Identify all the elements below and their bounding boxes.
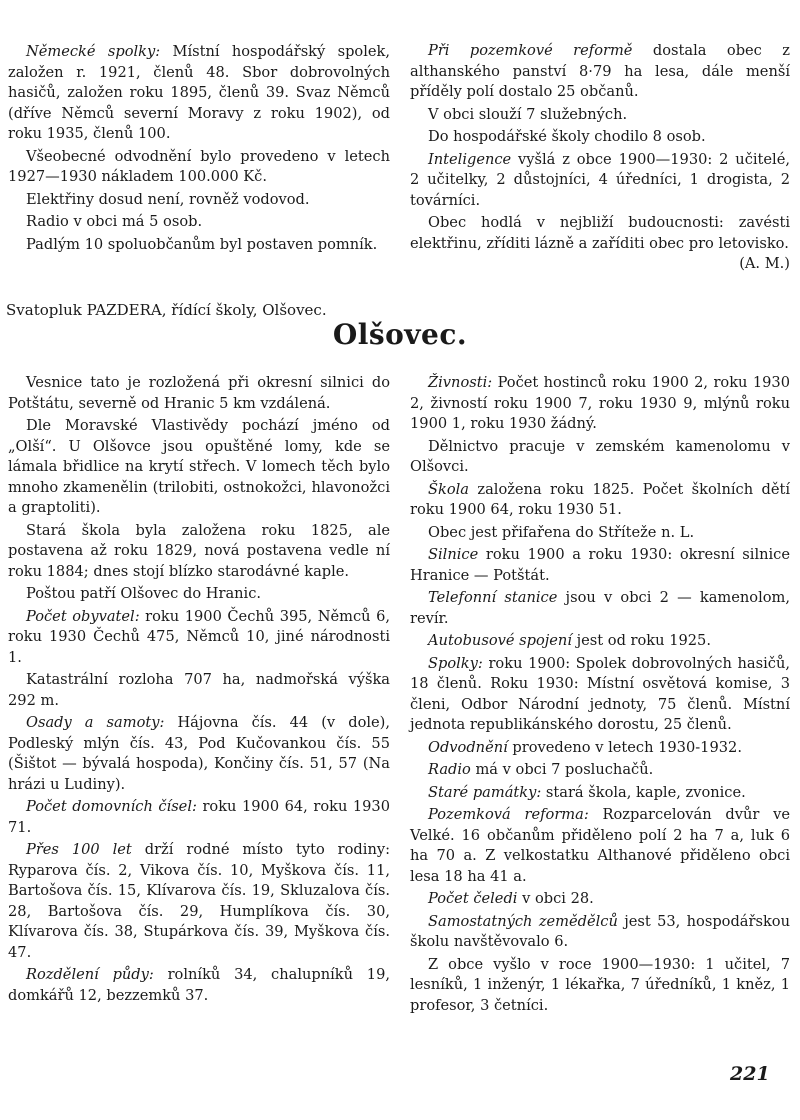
paragraph-lead: Silnice <box>428 546 479 563</box>
paragraph-lead: Při pozemkové reformě <box>428 42 633 59</box>
paragraph-text: rolníků 34, chalupníků 19, domkářů 12, bezzemků 37. <box>8 966 391 1004</box>
paragraph-text: Místní hospodářský spolek, založen r. 1921, členů 48. Sbor dobrovolných hasičů, založen roku 1895, členů 39. Svaz Němců (dříve Němců severní Moravy z roku 1902), od roku 1935, členů 100. <box>8 43 391 142</box>
paragraph <box>8 797 390 838</box>
paragraph-text: Do hospodářské školy chodilo 8 osob. <box>428 128 706 145</box>
paragraph <box>410 912 790 953</box>
paragraph-lead: Odvodnění <box>428 738 508 756</box>
paragraph-lead: Spolky: <box>428 654 483 672</box>
paragraph <box>410 105 790 126</box>
paragraph-text: Hájovna čís. 44 (v dole), Podleský mlýn čís. 43, Pod Kučovankou čís. 55 (Šištot — bývalá hospoda), Končiny čís. 51, 57 (Na hrázi u Ludiny). <box>8 714 390 793</box>
paragraph-text: Katastrální rozloha 707 ha, nadmořská výška 292 m. <box>8 671 390 709</box>
paragraph-text: jsou v obci 2 — kamenolom, revír. <box>410 589 791 627</box>
paragraph-lead: Autobusové spojení <box>428 632 572 649</box>
paragraph-lead: Rozdělení půdy: <box>26 966 154 983</box>
paragraph-text: Dělnictvo pracuje v zemském kamenolomu v Olšovci. <box>410 437 790 475</box>
paragraph-text: Poštou patří Olšovec do Hranic. <box>26 585 262 602</box>
paragraph <box>8 713 390 795</box>
paragraph <box>410 889 790 910</box>
paragraph <box>410 127 790 148</box>
paragraph <box>410 437 790 478</box>
paragraph <box>8 670 390 711</box>
paragraph-text: roku 1900 a roku 1930: okresní silnice Hranice — Potštát. <box>410 546 790 584</box>
bottom-left-column <box>8 373 390 1008</box>
paragraph-lead: Přes 100 let <box>26 841 132 858</box>
paragraph-text: jest od roku 1925. <box>571 632 711 649</box>
paragraph-text: vyšlá z obce 1900—1930: 2 učitelé, 2 učitelky, 2 důstojníci, 4 úředníci, 1 drogista, 2 továrníci. <box>410 150 790 209</box>
author-byline: Svatopluk PAZDERA, řídící školy, Olšovec. <box>6 301 327 319</box>
paragraph <box>8 584 390 605</box>
paragraph-lead: Německé spolky: <box>26 43 161 60</box>
paragraph <box>410 480 790 521</box>
paragraph-text: Elektřiny dosud není, rovněž vodovod. <box>26 190 310 208</box>
paragraph <box>8 521 390 583</box>
paragraph-text: Obec jest přifařena do Stříteže n. L. <box>428 523 695 541</box>
paragraph-lead: Telefonní stanice <box>428 589 558 606</box>
paragraph <box>8 373 390 414</box>
paragraph-text: jest 53, hospodářskou školu navštěvovalo 6. <box>410 912 790 950</box>
paragraph-lead: Samostatných zemědělců <box>428 912 618 930</box>
paragraph-lead: Radio <box>428 761 471 778</box>
paragraph-lead: Inteligence <box>428 150 512 168</box>
paragraph-lead: Počet čeledi <box>428 890 518 907</box>
paragraph-text: Vesnice tato je rozložená při okresní silnici do Potštátu, severně od Hranic 5 km vzdálená. <box>8 374 390 412</box>
paragraph <box>410 523 790 544</box>
paragraph <box>8 147 390 188</box>
paragraph <box>410 955 790 1017</box>
paragraph-text: Padlým 10 spoluobčanům byl postaven pomník. <box>26 235 378 253</box>
bottom-right-column <box>410 373 790 1018</box>
paragraph-text: dostala obec z althanského panství 8·79 ha lesa, dále menší příděly polí dostalo 25 občanů. <box>410 42 790 100</box>
paragraph-text: má v obci 7 posluchačů. <box>470 761 654 778</box>
paragraph <box>8 42 390 145</box>
paragraph-text: stará škola, kaple, zvonice. <box>541 783 746 801</box>
top-right-column <box>410 41 790 275</box>
paragraph-text: založena roku 1825. Počet školních dětí roku 1900 64, roku 1930 51. <box>410 480 790 518</box>
paragraph <box>410 213 790 272</box>
paragraph <box>8 416 390 519</box>
top-left-column <box>8 42 390 257</box>
paragraph <box>410 654 790 736</box>
paragraph <box>410 150 790 212</box>
paragraph-lead: Počet obyvatel: <box>26 607 140 625</box>
paragraph <box>410 588 790 629</box>
paragraph <box>8 212 390 233</box>
paragraph-text: V obci slouží 7 služebných. <box>428 105 628 123</box>
paragraph-text: Všeobecné odvodnění bylo provedeno v letech 1927—1930 nákladem 100.000 Kč. <box>8 147 390 185</box>
paragraph-text: Počet hostinců roku 1900 2, roku 1930 2, živností roku 1900 7, roku 1930 9, mlýnů roku 1900 1, roku 1930 žádný. <box>410 374 790 432</box>
paragraph-text: Z obce vyšlo v roce 1900—1930: 1 učitel, 7 lesníků, 1 inženýr, 1 lékařka, 7 úředníků, 1 kněz, 1 profesor, 3 četníci. <box>410 955 790 1014</box>
paragraph-lead: Pozemková reforma: <box>428 806 589 823</box>
paragraph-lead: Škola <box>428 480 469 498</box>
paragraph <box>410 41 790 103</box>
paragraph-lead: Živnosti: <box>428 374 493 391</box>
paragraph-text: Radio v obci má 5 osob. <box>26 213 203 230</box>
paragraph-text: roku 1900 64, roku 1930 71. <box>8 798 391 836</box>
paragraph <box>8 965 390 1006</box>
paragraph-text: Rozparcelován dvůr ve Velké. 16 občanům přiděleno polí 2 ha 7 a, luk 6 ha 70 a. Z velkostatku Althanové přiděleno obci lesa 18 ha 41 a. <box>410 806 791 885</box>
paragraph <box>8 607 390 669</box>
paragraph <box>410 373 790 435</box>
paragraph <box>8 190 390 211</box>
paragraph <box>410 738 790 759</box>
paragraph <box>410 631 790 652</box>
article-title: Olšovec. <box>332 318 468 351</box>
paragraph-text: roku 1900: Spolek dobrovolných hasičů, 18 členů. Roku 1930: Místní osvětová komise, 3 členi, Odbor Národní jednoty, 75 členů. Místní jednota republikánského dorostu, 25 členů. <box>410 654 790 733</box>
paragraph <box>410 805 790 887</box>
page-number: 221 <box>730 1063 770 1085</box>
author-signature: (A. M.) <box>739 255 790 272</box>
paragraph-text: v obci 28. <box>517 890 594 907</box>
paragraph <box>8 235 390 256</box>
paragraph-text: Obec hodlá v nejbliží budoucnosti: zavésti elektřinu, zříditi lázně a zaříditi obec pro letovisko. <box>410 214 790 252</box>
paragraph <box>410 545 790 586</box>
paragraph-lead: Počet domovních čísel: <box>26 798 197 815</box>
paragraph-text: Dle Moravské Vlastivědy pochází jméno od „Olší“. U Olšovce jsou opuštěné lomy, kde se lámala břidlice na krytí střech. V lomech těch bylo mnoho zkamenělin (trilobiti, ostnokožci, hlavonožci a graptoliti). <box>8 417 390 516</box>
paragraph <box>8 840 390 963</box>
paragraph-lead: Staré památky: <box>428 783 542 801</box>
paragraph-text: provedeno v letech 1930-1932. <box>507 738 742 756</box>
paragraph-text: roku 1900 Čechů 395, Němců 6, roku 1930 Čechů 475, Němců 10, jiné národnosti 1. <box>8 607 390 666</box>
paragraph-text: drží rodné místo tyto rodiny: Ryparova čís. 2, Vikova čís. 10, Myškova čís. 11, Bartošova čís. 15, Klívarova čís. 19, Skluzalova čís. 28, Bartošova čís. 29, Humplíkova čís. 30, Klívarova čís. 38, Stupárkova čís. 39, Myškova čís. 47. <box>8 841 390 961</box>
paragraph-lead: Osady a samoty: <box>26 714 165 731</box>
paragraph <box>410 760 790 781</box>
paragraph <box>410 783 790 804</box>
paragraph-text: Stará škola byla založena roku 1825, ale postavena až roku 1829, nová postavena vedle ní roku 1884; dnes stojí blízko starodávné kaple. <box>8 521 390 580</box>
